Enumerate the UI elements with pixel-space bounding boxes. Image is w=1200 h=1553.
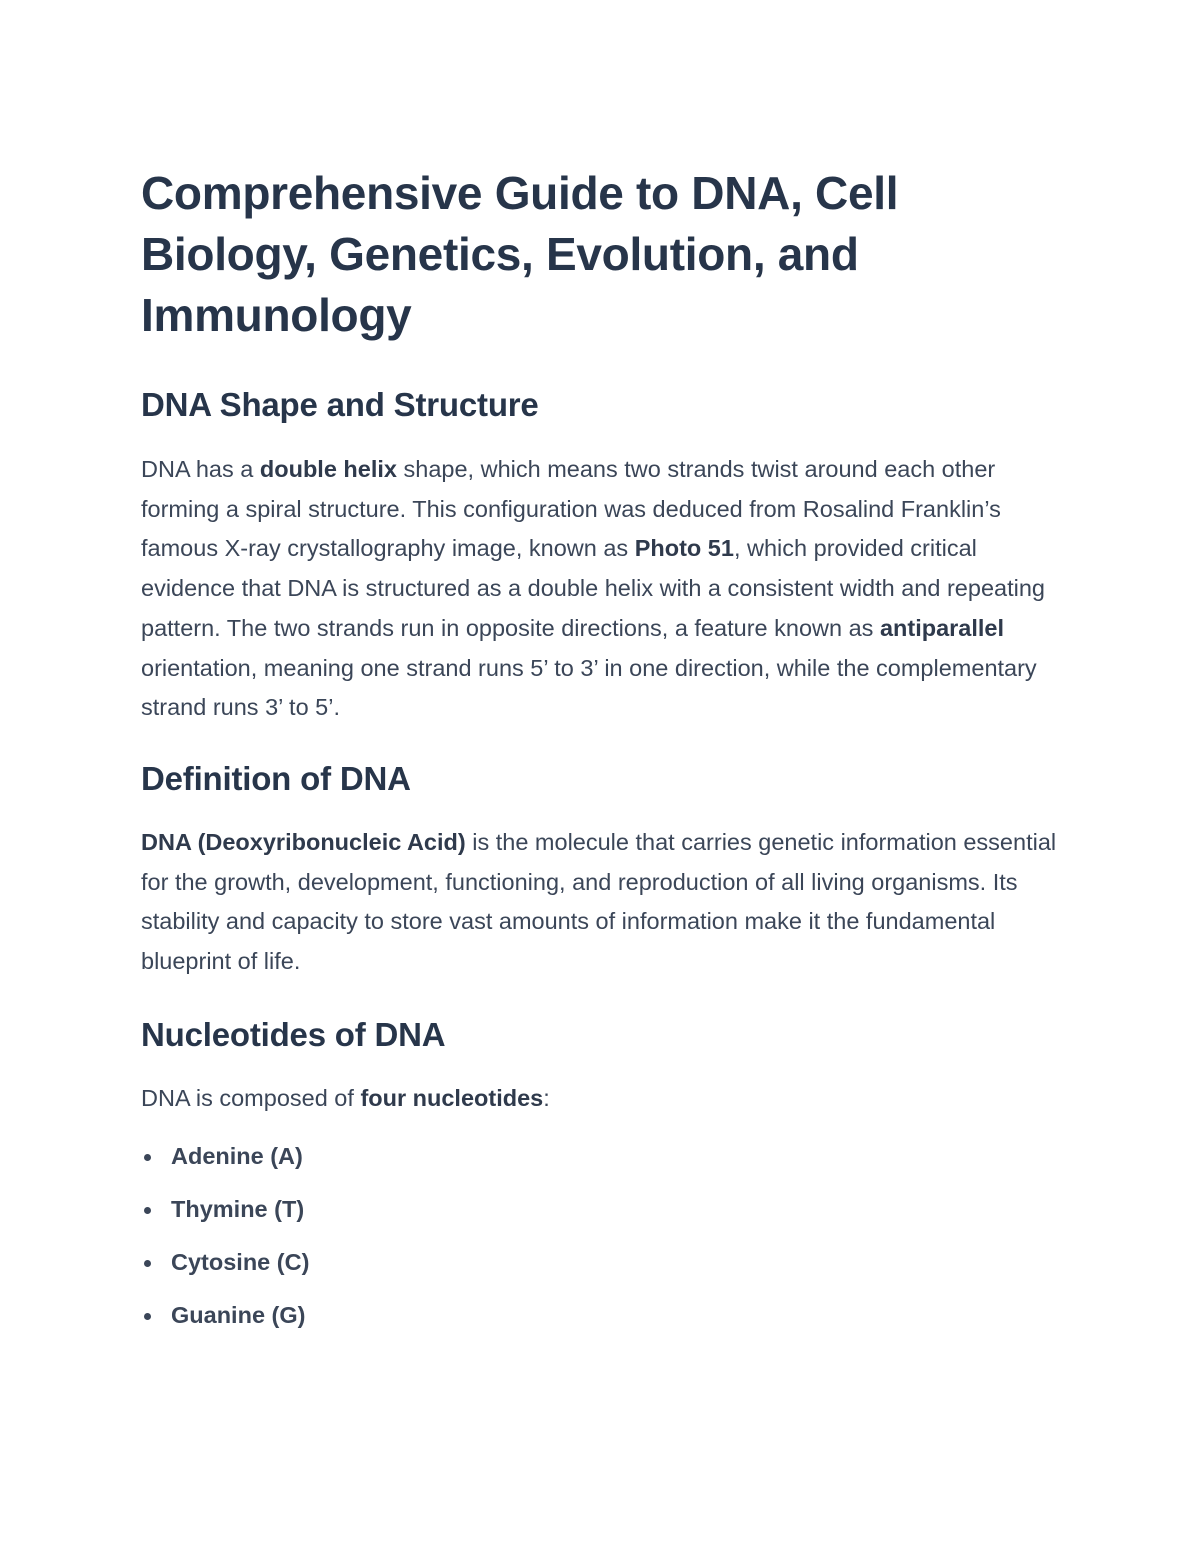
bullet-icon xyxy=(144,1260,151,1267)
section-heading-nucleotides: Nucleotides of DNA xyxy=(141,1015,446,1053)
text-run: , which provided critical evidence that DNA is structured as a double helix with a consistent width and repeating pattern. The two strands run in opposite directions, a feature known as xyxy=(141,535,1045,641)
paragraph-dna-shape xyxy=(141,450,1071,728)
section-heading-dna-shape: DNA Shape and Structure xyxy=(141,386,539,423)
section-heading-definition: Definition of DNA xyxy=(141,759,411,797)
bold-term: four nucleotides xyxy=(360,1084,544,1111)
list-item xyxy=(141,1183,1071,1236)
list-item-label: Guanine (G) xyxy=(171,1301,306,1328)
bold-term: Photo 51 xyxy=(634,535,734,562)
text-run: orientation, meaning one strand runs 5’ to 3’ in one direction, while the complementary strand runs 3’ to 5’. xyxy=(141,654,1037,721)
bold-term: DNA (Deoxyribonucleic Acid) xyxy=(141,828,466,855)
text-run: : xyxy=(543,1084,550,1111)
text-run: shape, which means two strands twist around each other forming a spiral structure. This configuration was deduced from Rosalind Franklin’s famous X-ray crystallography image, known as xyxy=(141,456,1001,562)
bullet-icon xyxy=(144,1207,151,1214)
document-page xyxy=(141,163,1071,1341)
document-title: Comprehensive Guide to DNA, Cell Biology, Genetics, Evolution, and Immunology xyxy=(141,167,899,341)
list-item xyxy=(141,1130,1071,1183)
bold-term: antiparallel xyxy=(879,614,1005,641)
list-item xyxy=(141,1236,1071,1289)
paragraph-nucleotides xyxy=(141,1079,1071,1119)
nucleotide-list xyxy=(141,1130,1071,1341)
bold-term: double helix xyxy=(259,456,397,482)
text-run: DNA is composed of xyxy=(141,1084,361,1111)
bullet-icon xyxy=(144,1154,151,1161)
bullet-icon xyxy=(144,1313,151,1320)
paragraph-definition xyxy=(141,823,1071,982)
text-run: DNA has a xyxy=(141,456,260,482)
list-item-label: Thymine (T) xyxy=(171,1196,305,1223)
list-item xyxy=(141,1289,1071,1342)
text-run: is the molecule that carries genetic information essential for the growth, development, functioning, and reproduction of all living organisms. Its stability and capacity to store vast amounts of information make it the fundamental blueprint of life. xyxy=(141,828,1057,975)
list-item-label: Adenine (A) xyxy=(171,1143,303,1170)
list-item-label: Cytosine (C) xyxy=(171,1248,310,1275)
